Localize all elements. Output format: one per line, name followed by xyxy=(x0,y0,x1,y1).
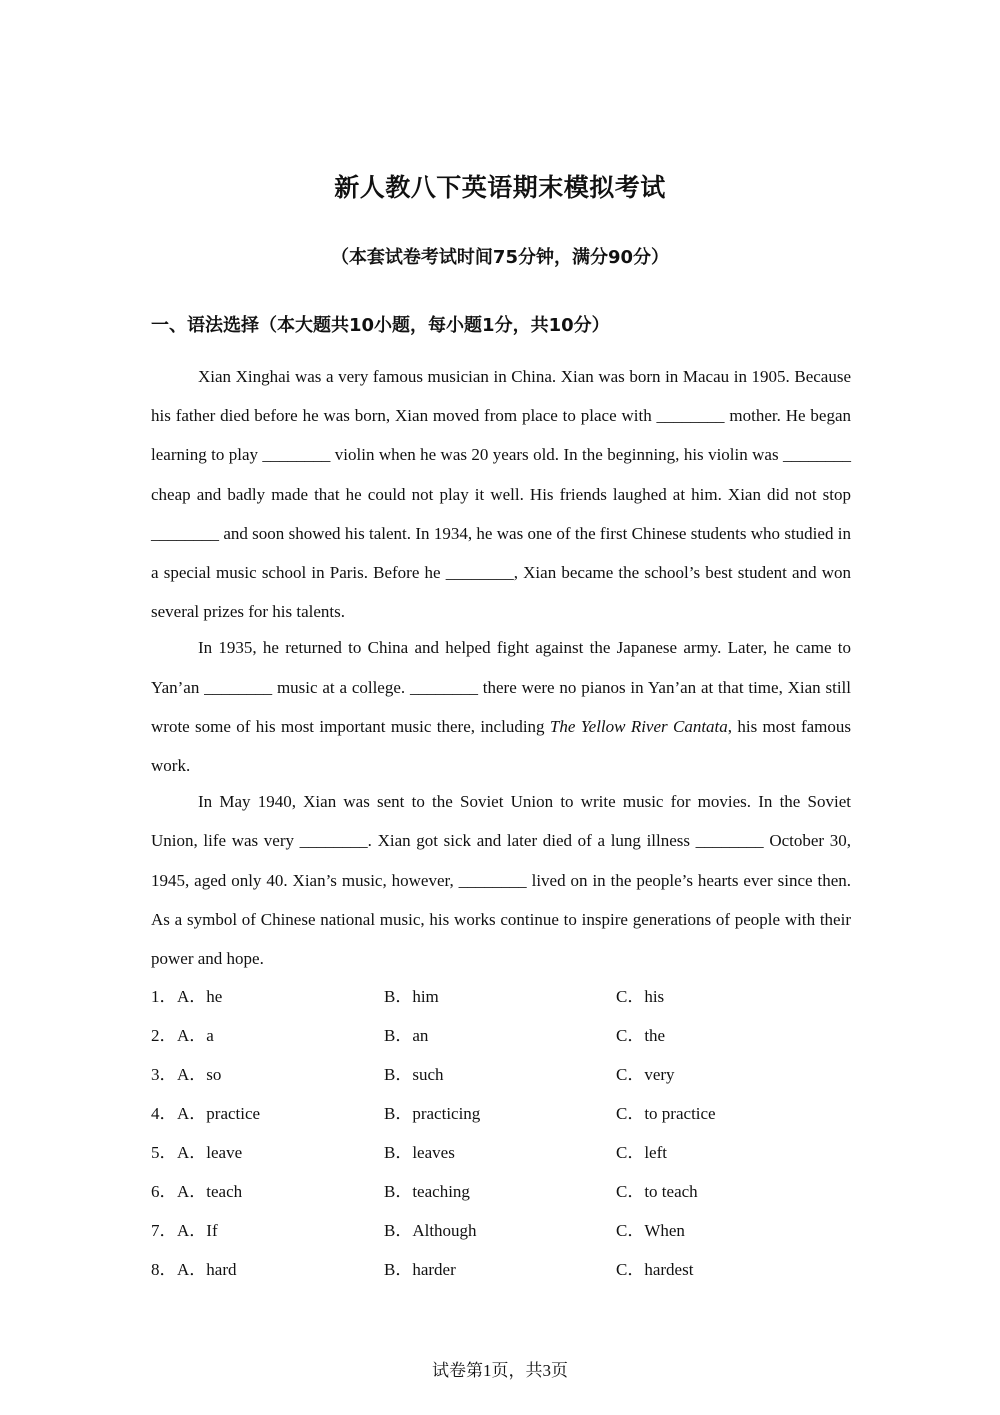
passage-paragraph-1: Xian Xinghai was a very famous musician in China. Xian was born in Macau in 1905. Because his father died before he was born, Xian moved from place to place with ________ mother. He began learning to play ________ violin when he was 20 years old. In the beginning, his violin was ________ cheap and badly made that he could not play it well. His friends laughed at him. Xian did not stop ________ and soon showed his talent. In 1934, he was one of the first Chinese students who studied in a special music school in Paris. Before he ________, Xian became the school’s best student and won several prizes for his talents. xyxy=(151,367,851,622)
option-a: A．so xyxy=(177,1065,222,1084)
question-number: 5． xyxy=(151,1143,177,1162)
option-a: A．hard xyxy=(177,1260,237,1279)
option-a: A．teach xyxy=(177,1182,243,1201)
option-b: B．Although xyxy=(384,1221,477,1240)
passage-paragraph-3: In May 1940, Xian was sent to the Soviet Union to write music for movies. In the Soviet Union, life was very ________. Xian got sick and later died of a lung illness ________ October 30, 1945, aged only 40. Xian’s music, however, ________ lived on in the people’s hearts ever since then. As a symbol of Chinese national music, his works continue to inspire generations of people with their power and hope. xyxy=(151,792,851,969)
question-number: 4． xyxy=(151,1104,177,1123)
question-options xyxy=(151,977,851,1289)
exam-title: 新人教八下英语期末模拟考试 xyxy=(334,173,666,202)
question-row xyxy=(151,1094,851,1133)
option-a: A．practice xyxy=(177,1104,261,1123)
passage-paragraph-2-text-after: , his most famous work. xyxy=(151,716,851,776)
option-b: B．teaching xyxy=(384,1182,470,1201)
option-a: A．a xyxy=(177,1026,214,1045)
passage-paragraph-2 xyxy=(151,628,851,785)
option-c: C．When xyxy=(616,1221,685,1240)
option-c: C．his xyxy=(616,987,665,1006)
question-row xyxy=(151,1172,851,1211)
option-c: C．left xyxy=(616,1143,667,1162)
passage-paragraph-2-text-before: In 1935, he returned to China and helped fight against the Japanese army. Later, he came to Yan’an ________ music at a college. ________ there were no pianos in Yan’an at that time, Xian still wrote some of his most important music there, including xyxy=(151,638,851,736)
question-number: 2． xyxy=(151,1026,177,1045)
question-row xyxy=(151,1133,851,1172)
question-row xyxy=(151,1055,851,1094)
section-heading-grammar: 一、语法选择（本大题共10小题，每小题1分，共10分） xyxy=(151,315,610,336)
exam-subtitle: （本套试卷考试时间75分钟，满分90分） xyxy=(330,247,670,268)
question-row xyxy=(151,1016,851,1055)
question-number: 8． xyxy=(151,1260,177,1279)
option-a: A．If xyxy=(177,1221,218,1240)
option-c: C．very xyxy=(616,1065,675,1084)
option-b: B．such xyxy=(384,1065,444,1084)
option-c: C．hardest xyxy=(616,1260,694,1279)
question-number: 7． xyxy=(151,1221,177,1240)
option-c: C．the xyxy=(616,1026,666,1045)
option-b: B．an xyxy=(384,1026,429,1045)
page-footer: 试卷第1页，共3页 xyxy=(432,1361,568,1380)
question-row xyxy=(151,977,851,1016)
reading-passage xyxy=(151,357,851,978)
option-b: B．harder xyxy=(384,1260,456,1279)
question-row xyxy=(151,1250,851,1289)
question-number: 6． xyxy=(151,1182,177,1201)
option-c: C．to practice xyxy=(616,1104,716,1123)
question-number: 3． xyxy=(151,1065,177,1084)
option-a: A．leave xyxy=(177,1143,243,1162)
question-row xyxy=(151,1211,851,1250)
option-a: A．he xyxy=(177,987,223,1006)
option-c: C．to teach xyxy=(616,1182,698,1201)
option-b: B．leaves xyxy=(384,1143,455,1162)
passage-work-title: The Yellow River Cantata xyxy=(549,716,728,736)
option-b: B．him xyxy=(384,987,439,1006)
option-b: B．practicing xyxy=(384,1104,481,1123)
question-number: 1． xyxy=(151,987,177,1006)
